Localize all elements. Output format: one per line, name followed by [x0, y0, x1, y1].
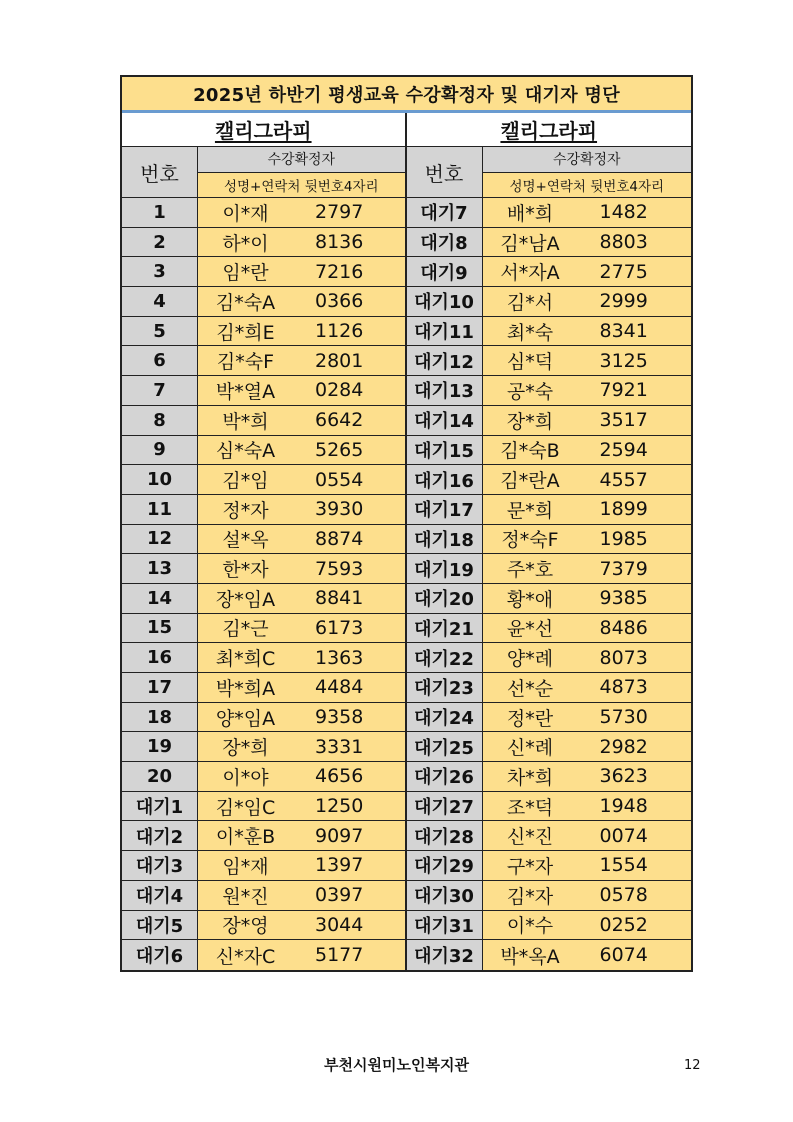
- table-row: [122, 762, 405, 792]
- row-number: 대기32: [407, 940, 483, 970]
- row-number: 대기22: [407, 643, 483, 672]
- row-phone: 4656: [293, 762, 405, 791]
- organization-footer: 부천시원미노인복지관: [324, 1056, 469, 1074]
- row-number: 18: [122, 703, 198, 732]
- course-name-right: [407, 113, 692, 147]
- row-number: 1: [122, 198, 198, 227]
- row-number: 9: [122, 436, 198, 465]
- row-number: 대기21: [407, 614, 483, 643]
- document-title: 2025년 하반기 평생교육 수강확정자 및 대기자 명단: [122, 77, 691, 113]
- row-number: 대기3: [122, 851, 198, 880]
- table-row: [122, 376, 405, 406]
- row-number: 12: [122, 525, 198, 554]
- row-number: 11: [122, 495, 198, 524]
- header-row-left: [122, 147, 405, 198]
- header-sub-left: 성명+연락처 뒷번호4자리: [198, 173, 405, 198]
- row-number: 대기18: [407, 525, 483, 554]
- row-phone: 1250: [293, 792, 405, 821]
- row-number: 14: [122, 584, 198, 613]
- header-number-right: 번호: [407, 147, 483, 197]
- row-name: 임*란: [198, 257, 293, 286]
- table-row: [122, 673, 405, 703]
- row-phone: 0578: [578, 881, 692, 910]
- row-number: 6: [122, 346, 198, 375]
- row-number: 대기4: [122, 881, 198, 910]
- row-name: 정*자: [198, 495, 293, 524]
- row-phone: 8073: [578, 643, 692, 672]
- row-number: 대기20: [407, 584, 483, 613]
- row-number: 대기11: [407, 317, 483, 346]
- row-name: 김*숙B: [483, 436, 578, 465]
- table-row: [122, 911, 405, 941]
- table-row: [122, 257, 405, 287]
- row-phone: 8136: [293, 228, 405, 257]
- table-row: [407, 406, 692, 436]
- row-phone: 7379: [578, 554, 692, 583]
- row-phone: 1363: [293, 643, 405, 672]
- row-phone: 0366: [293, 287, 405, 316]
- roster-table: [120, 75, 693, 972]
- table-row: [407, 732, 692, 762]
- row-number: 대기16: [407, 465, 483, 494]
- row-name: 김*서: [483, 287, 578, 316]
- row-name: 박*희: [198, 406, 293, 435]
- row-name: 박*옥A: [483, 940, 578, 970]
- table-row: [122, 881, 405, 911]
- row-name: 박*희A: [198, 673, 293, 702]
- row-name: 차*희: [483, 762, 578, 791]
- row-phone: 7216: [293, 257, 405, 286]
- row-phone: 4557: [578, 465, 692, 494]
- table-row: [407, 584, 692, 614]
- row-phone: 6642: [293, 406, 405, 435]
- table-row: [122, 525, 405, 555]
- row-phone: 1397: [293, 851, 405, 880]
- table-row: [407, 465, 692, 495]
- row-phone: 3044: [293, 911, 405, 940]
- row-phone: 0284: [293, 376, 405, 405]
- row-phone: 0252: [578, 911, 692, 940]
- table-row: [122, 287, 405, 317]
- row-name: 선*순: [483, 673, 578, 702]
- table-row: [122, 317, 405, 347]
- row-name: 김*희E: [198, 317, 293, 346]
- row-phone: 0554: [293, 465, 405, 494]
- table-row: [407, 495, 692, 525]
- row-name: 김*임C: [198, 792, 293, 821]
- table-row: [122, 436, 405, 466]
- row-number: 대기8: [407, 228, 483, 257]
- table-row: [407, 376, 692, 406]
- row-name: 서*자A: [483, 257, 578, 286]
- row-name: 심*덕: [483, 346, 578, 375]
- row-number: 20: [122, 762, 198, 791]
- row-phone: 9358: [293, 703, 405, 732]
- left-column: [122, 113, 407, 970]
- row-phone: 4873: [578, 673, 692, 702]
- table-row: [407, 198, 692, 228]
- row-name: 최*희C: [198, 643, 293, 672]
- row-phone: 2982: [578, 732, 692, 761]
- header-group-right: 수강확정자: [483, 147, 692, 173]
- row-phone: 0397: [293, 881, 405, 910]
- table-row: [407, 614, 692, 644]
- row-number: 대기30: [407, 881, 483, 910]
- row-name: 김*란A: [483, 465, 578, 494]
- course-label-right: 캘리그라피: [500, 119, 598, 143]
- table-row: [407, 554, 692, 584]
- row-number: 17: [122, 673, 198, 702]
- row-phone: 3517: [578, 406, 692, 435]
- row-name: 구*자: [483, 851, 578, 880]
- row-number: 대기9: [407, 257, 483, 286]
- row-name: 배*희: [483, 198, 578, 227]
- row-name: 장*임A: [198, 584, 293, 613]
- row-number: 대기14: [407, 406, 483, 435]
- row-name: 황*애: [483, 584, 578, 613]
- row-name: 임*재: [198, 851, 293, 880]
- row-phone: 1126: [293, 317, 405, 346]
- row-name: 이*야: [198, 762, 293, 791]
- rows-left: [122, 198, 405, 970]
- table-row: [122, 465, 405, 495]
- header-number-left: 번호: [122, 147, 198, 197]
- table-row: [122, 346, 405, 376]
- table-row: [122, 228, 405, 258]
- row-phone: 8841: [293, 584, 405, 613]
- row-number: 대기1: [122, 792, 198, 821]
- table-row: [407, 881, 692, 911]
- row-name: 설*옥: [198, 525, 293, 554]
- row-name: 신*례: [483, 732, 578, 761]
- table-row: [122, 614, 405, 644]
- row-name: 한*자: [198, 554, 293, 583]
- row-number: 10: [122, 465, 198, 494]
- row-name: 이*수: [483, 911, 578, 940]
- table-row: [407, 228, 692, 258]
- table-row: [122, 643, 405, 673]
- row-number: 대기26: [407, 762, 483, 791]
- table-row: [407, 643, 692, 673]
- row-name: 주*호: [483, 554, 578, 583]
- row-name: 김*자: [483, 881, 578, 910]
- table-row: [407, 940, 692, 970]
- header-row-right: [407, 147, 692, 198]
- table-row: [407, 317, 692, 347]
- row-name: 공*숙: [483, 376, 578, 405]
- row-phone: 4484: [293, 673, 405, 702]
- table-row: [407, 911, 692, 941]
- table-row: [407, 703, 692, 733]
- row-phone: 5730: [578, 703, 692, 732]
- row-number: 대기27: [407, 792, 483, 821]
- row-name: 신*자C: [198, 940, 293, 970]
- table-row: [122, 821, 405, 851]
- row-phone: 8341: [578, 317, 692, 346]
- row-number: 13: [122, 554, 198, 583]
- row-name: 이*재: [198, 198, 293, 227]
- row-number: 대기13: [407, 376, 483, 405]
- table-row: [407, 525, 692, 555]
- row-name: 양*례: [483, 643, 578, 672]
- table-row: [122, 406, 405, 436]
- table-row: [407, 792, 692, 822]
- row-name: 정*란: [483, 703, 578, 732]
- row-number: 15: [122, 614, 198, 643]
- header-sub-right: 성명+연락처 뒷번호4자리: [483, 173, 692, 198]
- row-number: 19: [122, 732, 198, 761]
- row-name: 김*근: [198, 614, 293, 643]
- row-number: 대기17: [407, 495, 483, 524]
- row-name: 박*열A: [198, 376, 293, 405]
- row-number: 3: [122, 257, 198, 286]
- row-number: 대기28: [407, 821, 483, 850]
- row-phone: 6173: [293, 614, 405, 643]
- row-phone: 1554: [578, 851, 692, 880]
- row-name: 윤*선: [483, 614, 578, 643]
- row-phone: 3623: [578, 762, 692, 791]
- row-name: 김*남A: [483, 228, 578, 257]
- row-number: 4: [122, 287, 198, 316]
- table-row: [407, 762, 692, 792]
- row-number: 대기23: [407, 673, 483, 702]
- row-number: 8: [122, 406, 198, 435]
- row-number: 대기2: [122, 821, 198, 850]
- table-row: [407, 257, 692, 287]
- table-row: [122, 940, 405, 970]
- row-number: 대기7: [407, 198, 483, 227]
- row-phone: 5265: [293, 436, 405, 465]
- table-row: [122, 554, 405, 584]
- row-number: 대기31: [407, 911, 483, 940]
- row-phone: 9385: [578, 584, 692, 613]
- row-number: 5: [122, 317, 198, 346]
- row-phone: 8874: [293, 525, 405, 554]
- row-name: 원*진: [198, 881, 293, 910]
- row-number: 대기24: [407, 703, 483, 732]
- table-row: [122, 851, 405, 881]
- row-phone: 9097: [293, 821, 405, 850]
- row-phone: 7593: [293, 554, 405, 583]
- row-number: 16: [122, 643, 198, 672]
- rows-right: [407, 198, 692, 970]
- row-number: 대기10: [407, 287, 483, 316]
- page-number: 12: [684, 1058, 701, 1073]
- row-number: 대기15: [407, 436, 483, 465]
- table-row: [407, 821, 692, 851]
- row-phone: 3125: [578, 346, 692, 375]
- right-column: [407, 113, 692, 970]
- row-name: 이*훈B: [198, 821, 293, 850]
- table-row: [122, 732, 405, 762]
- row-name: 양*임A: [198, 703, 293, 732]
- row-name: 장*영: [198, 911, 293, 940]
- row-name: 장*희: [198, 732, 293, 761]
- row-number: 2: [122, 228, 198, 257]
- row-name: 정*숙F: [483, 525, 578, 554]
- row-phone: 1899: [578, 495, 692, 524]
- row-name: 김*임: [198, 465, 293, 494]
- row-number: 대기12: [407, 346, 483, 375]
- row-phone: 6074: [578, 940, 692, 970]
- header-group-left: 수강확정자: [198, 147, 405, 173]
- table-row: [122, 703, 405, 733]
- row-name: 신*진: [483, 821, 578, 850]
- row-phone: 2775: [578, 257, 692, 286]
- row-name: 장*희: [483, 406, 578, 435]
- row-name: 김*숙F: [198, 346, 293, 375]
- row-phone: 1482: [578, 198, 692, 227]
- row-name: 하*이: [198, 228, 293, 257]
- row-phone: 2801: [293, 346, 405, 375]
- table-row: [407, 673, 692, 703]
- row-phone: 8803: [578, 228, 692, 257]
- row-name: 문*희: [483, 495, 578, 524]
- row-phone: 3930: [293, 495, 405, 524]
- row-name: 조*덕: [483, 792, 578, 821]
- row-phone: 0074: [578, 821, 692, 850]
- row-phone: 5177: [293, 940, 405, 970]
- table-row: [407, 851, 692, 881]
- table-row: [122, 198, 405, 228]
- row-name: 김*숙A: [198, 287, 293, 316]
- row-name: 최*숙: [483, 317, 578, 346]
- row-phone: 1985: [578, 525, 692, 554]
- course-label-left: 캘리그라피: [214, 119, 312, 143]
- course-name-left: [122, 113, 405, 147]
- table-row: [407, 287, 692, 317]
- table-row: [407, 436, 692, 466]
- row-number: 대기5: [122, 911, 198, 940]
- row-name: 심*숙A: [198, 436, 293, 465]
- row-number: 대기29: [407, 851, 483, 880]
- table-row: [122, 792, 405, 822]
- row-phone: 7921: [578, 376, 692, 405]
- row-number: 대기25: [407, 732, 483, 761]
- table-row: [122, 495, 405, 525]
- row-phone: 2999: [578, 287, 692, 316]
- row-phone: 3331: [293, 732, 405, 761]
- row-number: 7: [122, 376, 198, 405]
- row-number: 대기19: [407, 554, 483, 583]
- row-phone: 8486: [578, 614, 692, 643]
- row-phone: 1948: [578, 792, 692, 821]
- row-phone: 2797: [293, 198, 405, 227]
- table-row: [122, 584, 405, 614]
- row-number: 대기6: [122, 940, 198, 970]
- table-row: [407, 346, 692, 376]
- row-phone: 2594: [578, 436, 692, 465]
